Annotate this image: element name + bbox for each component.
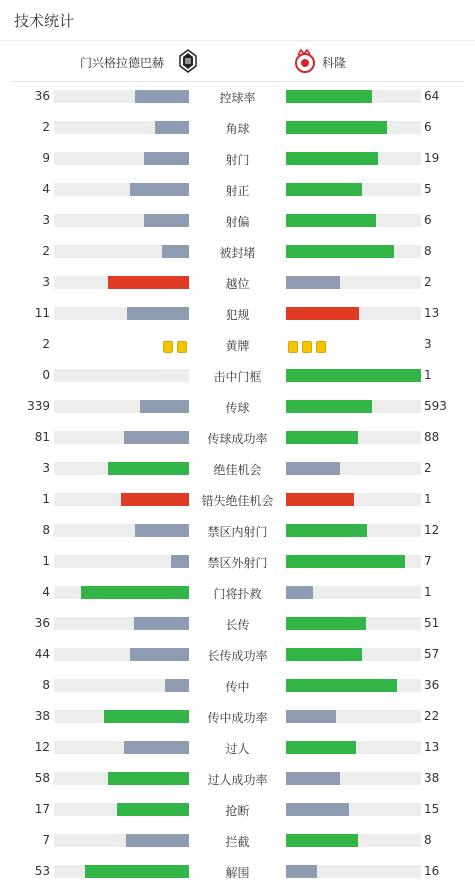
home-stat-value: 8 bbox=[42, 523, 50, 537]
home-stat-bar-fill bbox=[117, 803, 189, 816]
home-stat-bar bbox=[54, 493, 189, 506]
away-team-name: 科隆 bbox=[322, 56, 347, 70]
home-stat-bar bbox=[54, 772, 189, 785]
home-stat-bar bbox=[54, 710, 189, 723]
away-stat-bar bbox=[286, 462, 421, 475]
away-stat-bar-fill bbox=[286, 710, 336, 723]
home-stat-value: 53 bbox=[34, 864, 50, 878]
stat-row bbox=[0, 360, 475, 391]
away-stat-value: 2 bbox=[424, 461, 432, 475]
away-stat-bar-fill bbox=[286, 152, 378, 165]
stat-row bbox=[0, 856, 475, 887]
away-stat-bar bbox=[286, 710, 421, 723]
home-stat-value: 12 bbox=[34, 740, 50, 754]
home-stat-value: 2 bbox=[42, 337, 50, 351]
stat-label: 角球 bbox=[225, 122, 250, 136]
away-stat-bar-fill bbox=[286, 803, 349, 816]
away-stat-value: 2 bbox=[424, 275, 432, 289]
home-stat-bar bbox=[54, 648, 189, 661]
away-stat-value: 593 bbox=[424, 399, 447, 413]
away-stat-bar bbox=[286, 183, 421, 196]
away-stat-bar-fill bbox=[286, 276, 340, 289]
home-stat-bar bbox=[54, 214, 189, 227]
home-stat-bar-fill bbox=[104, 710, 189, 723]
home-stat-value: 4 bbox=[42, 585, 50, 599]
stat-label: 控球率 bbox=[219, 91, 256, 105]
stat-label: 击中门框 bbox=[213, 370, 262, 384]
stat-row bbox=[0, 174, 475, 205]
away-stat-value: 1 bbox=[424, 585, 432, 599]
stat-label: 传中成功率 bbox=[207, 711, 268, 725]
home-stat-bar bbox=[54, 679, 189, 692]
stat-row bbox=[0, 205, 475, 236]
away-stat-bar bbox=[286, 865, 421, 878]
away-stat-value: 7 bbox=[424, 554, 432, 568]
away-stat-bar-fill bbox=[286, 214, 376, 227]
home-stat-bar-fill bbox=[171, 555, 189, 568]
stat-label: 黄牌 bbox=[225, 339, 250, 353]
home-stat-bar bbox=[54, 307, 189, 320]
away-stat-bar bbox=[286, 90, 421, 103]
away-stat-bar-fill bbox=[286, 121, 387, 134]
away-stat-value: 1 bbox=[424, 492, 432, 506]
home-stat-bar-fill bbox=[130, 183, 189, 196]
stat-label: 长传 bbox=[225, 618, 250, 632]
away-stat-value: 15 bbox=[424, 802, 440, 816]
stat-label: 长传成功率 bbox=[207, 649, 268, 663]
home-stat-bar-fill bbox=[135, 90, 189, 103]
away-stat-bar-fill bbox=[286, 183, 362, 196]
stat-row bbox=[0, 112, 475, 143]
yellow-card-icon bbox=[302, 341, 312, 353]
away-stat-value: 16 bbox=[424, 864, 440, 878]
home-stat-bar bbox=[54, 431, 189, 444]
stat-row bbox=[0, 515, 475, 546]
away-stat-value: 6 bbox=[424, 120, 432, 134]
home-stat-value: 8 bbox=[42, 678, 50, 692]
away-stat-value: 1 bbox=[424, 368, 432, 382]
away-stat-bar-fill bbox=[286, 617, 366, 630]
away-stat-bar bbox=[286, 431, 421, 444]
stat-label: 过人成功率 bbox=[207, 773, 268, 787]
stat-label: 抢断 bbox=[225, 804, 250, 818]
home-stat-bar-fill bbox=[81, 586, 189, 599]
stat-label: 犯规 bbox=[225, 308, 250, 322]
home-stat-bar-fill bbox=[144, 152, 189, 165]
stats-list bbox=[0, 81, 475, 887]
stat-label: 越位 bbox=[225, 277, 250, 291]
stat-row bbox=[0, 670, 475, 701]
stat-row bbox=[0, 794, 475, 825]
away-stat-bar bbox=[286, 152, 421, 165]
home-stat-bar-fill bbox=[108, 462, 189, 475]
home-stat-bar bbox=[54, 741, 189, 754]
away-stat-value: 5 bbox=[424, 182, 432, 196]
away-stat-bar bbox=[286, 586, 421, 599]
away-stat-bar-fill bbox=[286, 245, 394, 258]
home-stat-bar-fill bbox=[108, 276, 189, 289]
home-stat-value: 36 bbox=[34, 616, 50, 630]
stat-row bbox=[0, 546, 475, 577]
home-stat-value: 9 bbox=[42, 151, 50, 165]
away-stat-bar bbox=[286, 121, 421, 134]
home-stat-bar-fill bbox=[126, 834, 189, 847]
away-stat-bar bbox=[286, 214, 421, 227]
away-stat-value: 64 bbox=[424, 89, 440, 103]
home-stat-value: 3 bbox=[42, 275, 50, 289]
away-stat-bar bbox=[286, 400, 421, 413]
home-stat-bar bbox=[54, 555, 189, 568]
home-stat-bar-fill bbox=[140, 400, 189, 413]
away-stat-bar bbox=[286, 741, 421, 754]
home-stat-value: 2 bbox=[42, 244, 50, 258]
away-stat-value: 36 bbox=[424, 678, 440, 692]
away-stat-bar bbox=[286, 245, 421, 258]
home-stat-bar-fill bbox=[121, 493, 189, 506]
away-stat-bar-fill bbox=[286, 834, 358, 847]
stat-label: 传中 bbox=[225, 680, 250, 694]
away-stat-bar bbox=[286, 524, 421, 537]
stat-row bbox=[0, 267, 475, 298]
away-stat-bar bbox=[286, 803, 421, 816]
away-stat-value: 51 bbox=[424, 616, 440, 630]
home-stat-bar-fill bbox=[135, 524, 189, 537]
home-stat-value: 58 bbox=[34, 771, 50, 785]
away-stat-value: 6 bbox=[424, 213, 432, 227]
away-stat-value: 22 bbox=[424, 709, 440, 723]
stat-row bbox=[0, 329, 475, 360]
home-stat-bar-fill bbox=[124, 741, 189, 754]
yellow-card-icon bbox=[163, 341, 173, 353]
home-stat-bar bbox=[54, 245, 189, 258]
home-stat-bar bbox=[54, 586, 189, 599]
away-team-logo-icon bbox=[292, 48, 318, 74]
away-stat-bar bbox=[286, 493, 421, 506]
home-stat-bar bbox=[54, 524, 189, 537]
yellow-card-icon bbox=[288, 341, 298, 353]
home-stat-bar bbox=[54, 121, 189, 134]
away-stat-bar bbox=[286, 648, 421, 661]
home-stat-bar-fill bbox=[165, 679, 189, 692]
away-stat-bar-fill bbox=[286, 865, 317, 878]
home-stat-bar bbox=[54, 803, 189, 816]
away-stat-bar-fill bbox=[286, 307, 359, 320]
stat-label: 射门 bbox=[225, 153, 250, 167]
home-stat-value: 1 bbox=[42, 492, 50, 506]
home-stat-bar bbox=[54, 369, 189, 382]
stat-row bbox=[0, 577, 475, 608]
away-stat-bar-fill bbox=[286, 369, 421, 382]
home-stat-bar bbox=[54, 152, 189, 165]
yellow-card-icon bbox=[316, 341, 326, 353]
stat-row bbox=[0, 825, 475, 856]
stat-label: 门将扑救 bbox=[213, 587, 262, 601]
away-stat-value: 12 bbox=[424, 523, 440, 537]
away-stat-bar bbox=[286, 834, 421, 847]
stat-row bbox=[0, 453, 475, 484]
stat-row bbox=[0, 391, 475, 422]
home-stat-value: 11 bbox=[34, 306, 50, 320]
home-stat-bar bbox=[54, 865, 189, 878]
home-stat-value: 339 bbox=[27, 399, 50, 413]
stat-row bbox=[0, 484, 475, 515]
away-stat-bar-fill bbox=[286, 493, 354, 506]
away-stat-bar-fill bbox=[286, 648, 362, 661]
stat-label: 过人 bbox=[225, 742, 250, 756]
teams-header bbox=[10, 41, 465, 82]
home-stat-bar bbox=[54, 400, 189, 413]
away-stat-bar bbox=[286, 555, 421, 568]
stat-row bbox=[0, 298, 475, 329]
stat-label: 错失绝佳机会 bbox=[201, 494, 274, 508]
away-stat-bar-fill bbox=[286, 462, 340, 475]
stat-label: 拦截 bbox=[225, 835, 250, 849]
home-stat-bar bbox=[54, 834, 189, 847]
stat-row bbox=[0, 732, 475, 763]
stat-row bbox=[0, 608, 475, 639]
away-yellow-cards bbox=[286, 338, 328, 351]
yellow-card-icon bbox=[177, 341, 187, 353]
away-stat-bar-fill bbox=[286, 741, 356, 754]
away-stat-value: 57 bbox=[424, 647, 440, 661]
stat-row bbox=[0, 81, 475, 112]
home-stat-bar-fill bbox=[144, 214, 189, 227]
home-team-name: 门兴格拉德巴赫 bbox=[80, 56, 165, 70]
away-stat-bar bbox=[286, 679, 421, 692]
stat-row bbox=[0, 763, 475, 794]
stat-row bbox=[0, 236, 475, 267]
home-stat-bar-fill bbox=[134, 617, 189, 630]
stat-label: 绝佳机会 bbox=[213, 463, 262, 477]
home-stat-bar-fill bbox=[155, 121, 189, 134]
stat-label: 解围 bbox=[225, 866, 250, 880]
away-stat-bar-fill bbox=[286, 431, 358, 444]
away-stat-bar bbox=[286, 369, 421, 382]
home-team-logo-icon bbox=[178, 49, 198, 73]
away-stat-bar-fill bbox=[286, 555, 405, 568]
home-stat-value: 3 bbox=[42, 461, 50, 475]
home-stat-value: 3 bbox=[42, 213, 50, 227]
home-stat-bar bbox=[54, 183, 189, 196]
away-stat-value: 13 bbox=[424, 740, 440, 754]
home-stat-bar-fill bbox=[127, 307, 189, 320]
away-stat-bar bbox=[286, 772, 421, 785]
stat-label: 射偏 bbox=[225, 215, 250, 229]
home-stat-bar-fill bbox=[124, 431, 189, 444]
home-stat-bar bbox=[54, 462, 189, 475]
stat-row bbox=[0, 143, 475, 174]
away-stat-bar bbox=[286, 617, 421, 630]
home-stat-value: 0 bbox=[42, 368, 50, 382]
away-stat-bar-fill bbox=[286, 90, 372, 103]
stat-row bbox=[0, 422, 475, 453]
home-stat-value: 81 bbox=[34, 430, 50, 444]
away-stat-bar bbox=[286, 276, 421, 289]
home-yellow-cards bbox=[161, 338, 189, 351]
home-stat-bar bbox=[54, 617, 189, 630]
home-stat-value: 7 bbox=[42, 833, 50, 847]
stat-label: 禁区外射门 bbox=[207, 556, 268, 570]
away-stat-value: 13 bbox=[424, 306, 440, 320]
away-stat-bar-fill bbox=[286, 772, 340, 785]
stat-label: 被封堵 bbox=[219, 246, 256, 260]
home-stat-value: 2 bbox=[42, 120, 50, 134]
home-stat-value: 4 bbox=[42, 182, 50, 196]
away-stat-value: 3 bbox=[424, 337, 432, 351]
home-stat-bar-fill bbox=[85, 865, 189, 878]
away-stat-value: 8 bbox=[424, 833, 432, 847]
home-stat-value: 1 bbox=[42, 554, 50, 568]
home-stat-bar-fill bbox=[162, 245, 189, 258]
stat-label: 射正 bbox=[225, 184, 250, 198]
stat-label: 传球成功率 bbox=[207, 432, 268, 446]
away-stat-value: 88 bbox=[424, 430, 440, 444]
away-stat-value: 19 bbox=[424, 151, 440, 165]
away-stat-value: 38 bbox=[424, 771, 440, 785]
page-title: 技术统计 bbox=[14, 12, 75, 30]
stat-row bbox=[0, 701, 475, 732]
away-stat-bar-fill bbox=[286, 679, 397, 692]
home-stat-bar bbox=[54, 90, 189, 103]
away-stat-bar-fill bbox=[286, 586, 313, 599]
away-stat-value: 8 bbox=[424, 244, 432, 258]
away-stat-bar bbox=[286, 307, 421, 320]
home-stat-bar-fill bbox=[108, 772, 189, 785]
home-stat-value: 36 bbox=[34, 89, 50, 103]
away-stat-bar-fill bbox=[286, 400, 372, 413]
home-stat-bar bbox=[54, 276, 189, 289]
home-stat-value: 38 bbox=[34, 709, 50, 723]
home-stat-bar-fill bbox=[130, 648, 189, 661]
away-stat-bar-fill bbox=[286, 524, 367, 537]
home-stat-value: 17 bbox=[34, 802, 50, 816]
stat-row bbox=[0, 639, 475, 670]
stat-label: 传球 bbox=[225, 401, 250, 415]
stat-label: 禁区内射门 bbox=[207, 525, 268, 539]
home-stat-value: 44 bbox=[34, 647, 50, 661]
